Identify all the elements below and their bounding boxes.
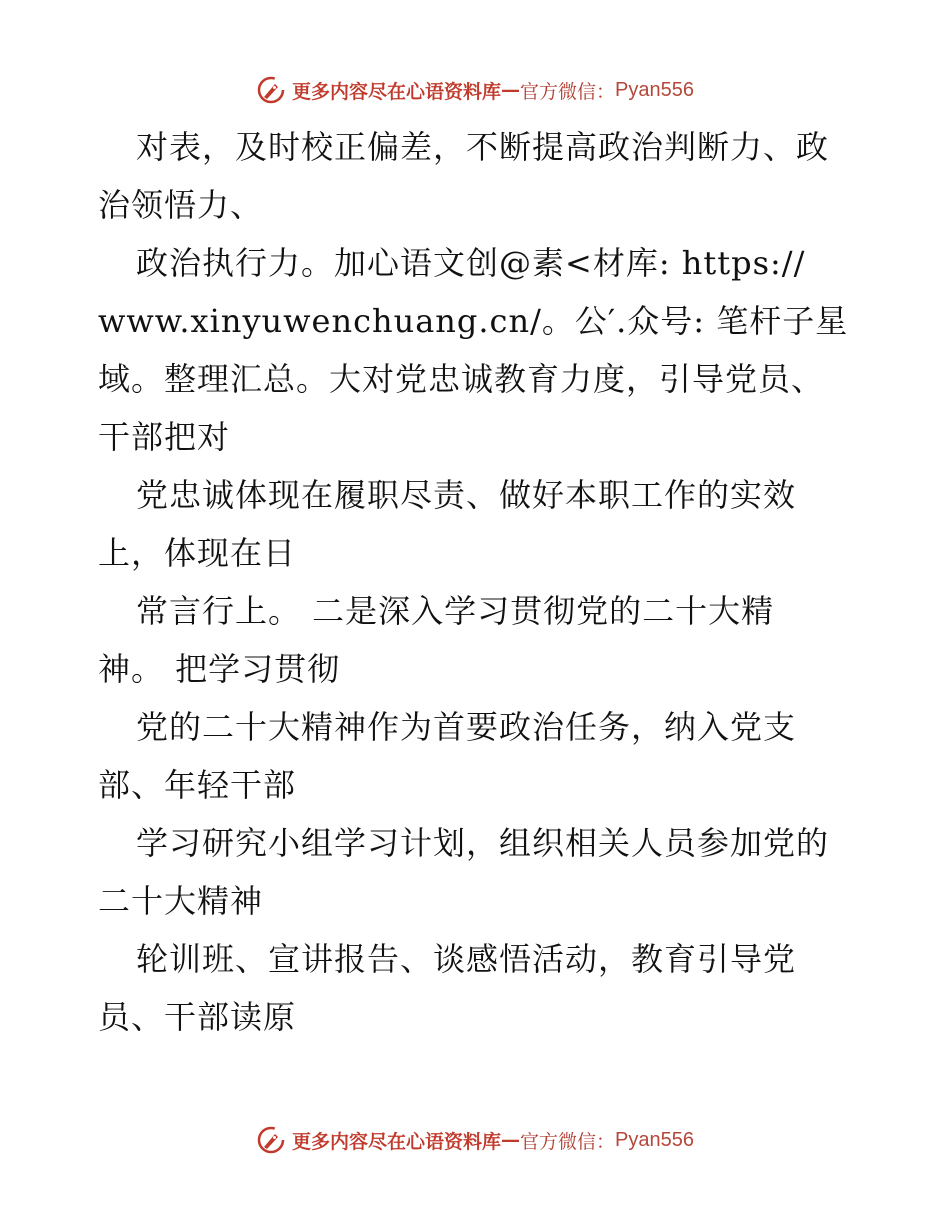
text-line: 部、年轻干部 xyxy=(98,766,297,804)
pen-nib-logo-icon xyxy=(256,75,286,105)
banner-dash: — xyxy=(501,79,521,101)
text-line: 常言行上。 二是深入学习贯彻党的二十大精 xyxy=(136,592,775,630)
banner-title: 更多内容尽在心语资料库 xyxy=(292,80,502,103)
text-line: 神。 把学习贯彻 xyxy=(98,650,341,688)
banner-wechat-label: 官方微信： xyxy=(520,80,616,103)
text-line: 对表，及时校正偏差，不断提高政治判断力、政 xyxy=(136,128,830,166)
text-line: 党的二十大精神作为首要政治任务，纳入党支 xyxy=(136,708,797,746)
text-line: 员、干部读原 xyxy=(98,998,297,1036)
banner-wechat-id: Pyan556 xyxy=(615,78,694,101)
pen-nib-logo-icon xyxy=(256,1125,286,1155)
text-line: 治领悟力、 xyxy=(98,186,264,224)
text-line: 轮训班、宣讲报告、谈感悟活动，教育引导党 xyxy=(136,940,797,978)
header-banner xyxy=(0,70,950,110)
banner-wechat-id: Pyan556 xyxy=(615,1128,694,1151)
text-line: 政治执行力。加心语文创@素<材库: https:// xyxy=(136,244,806,282)
text-line: 上，体现在日 xyxy=(98,534,297,572)
text-line: 学习研究小组学习计划，组织相关人员参加党的 xyxy=(136,824,830,862)
document-body xyxy=(98,118,858,1046)
banner-wechat-label: 官方微信： xyxy=(520,1130,616,1153)
footer-banner xyxy=(0,1120,950,1160)
text-line: www.xinyuwenchuang.cn/。公′.众号: 笔杆子星 xyxy=(98,302,849,340)
text-line: 域。整理汇总。大对党忠诚教育力度，引导党员、 xyxy=(98,360,825,398)
text-line: 二十大精神 xyxy=(98,882,264,920)
banner-dash: — xyxy=(501,1129,521,1151)
text-line: 干部把对 xyxy=(98,418,231,456)
banner-title: 更多内容尽在心语资料库 xyxy=(292,1130,502,1153)
text-line: 党忠诚体现在履职尽责、做好本职工作的实效 xyxy=(136,476,797,514)
